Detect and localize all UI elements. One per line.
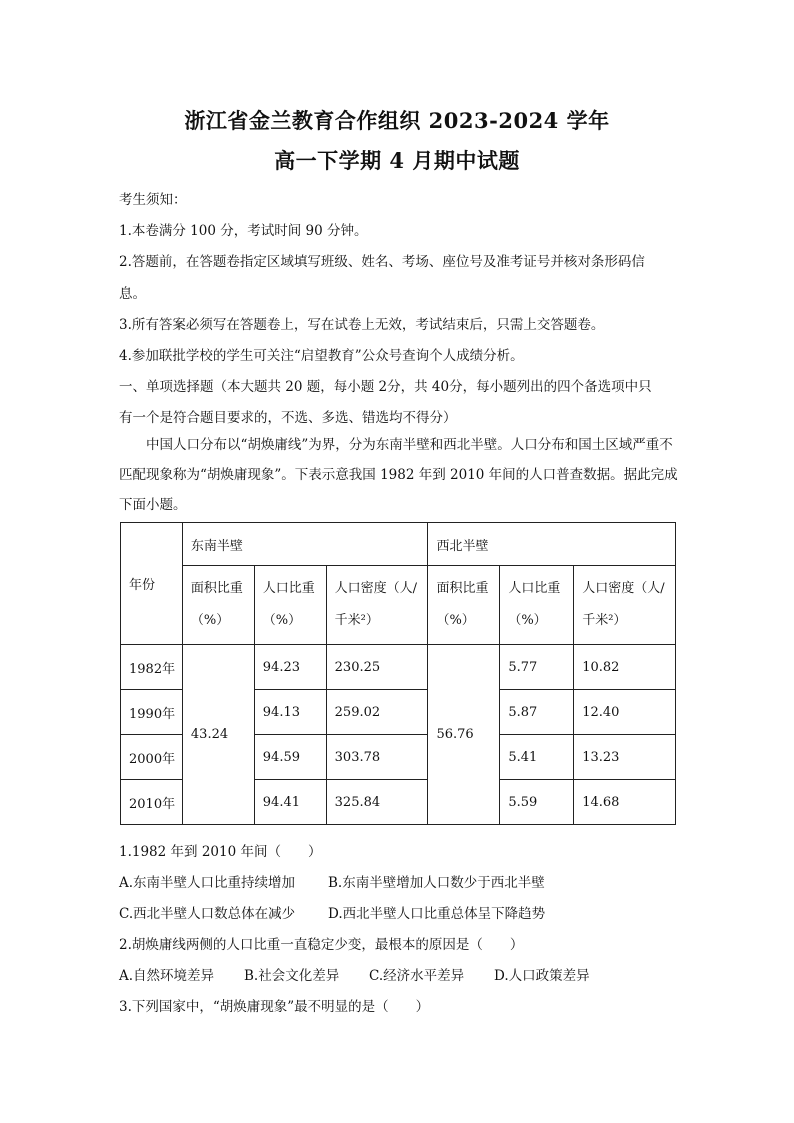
notice-item-4: 4.参加联批学校的学生可关注“启望教育”公众号查询个人成绩分析。: [119, 348, 524, 364]
se-area-header: 面积比重（%）: [182, 566, 254, 645]
se-area-cell: 43.24: [182, 645, 254, 825]
section-heading: 一、单项选择题（本大题共 20 题，每小题 2分，共 40分，每小题列出的四个备选项中只: [119, 379, 652, 395]
question-2-option-d: D.人口政策差异: [494, 968, 590, 984]
nw-density-cell: 14.68: [574, 780, 676, 825]
se-pop-cell: 94.59: [254, 735, 326, 780]
year-cell: 2010年: [121, 780, 183, 825]
nw-pop-cell: 5.87: [500, 690, 574, 735]
exam-title: 浙江省金兰教育合作组织 2023-2024 学年: [184, 108, 610, 133]
se-density-cell: 325.84: [326, 780, 428, 825]
nw-density-cell: 12.40: [574, 690, 676, 735]
question-3-stem: 3.下列国家中，“胡焕庸现象”最不明显的是（ ）: [119, 999, 430, 1015]
notice-item-2: 2.答题前，在答题卷指定区域填写班级、姓名、考场、座位号及准考证号并核对条形码信: [119, 254, 645, 270]
notice-item-2-cont: 息。: [119, 286, 146, 302]
se-pop-cell: 94.41: [254, 780, 326, 825]
nw-pop-cell: 5.77: [500, 645, 574, 690]
question-1-option-c: C.西北半壁人口数总体在减少: [119, 906, 296, 922]
question-2-option-a: A.自然环境差异: [119, 968, 215, 984]
nw-pop-header: 人口比重（%）: [500, 566, 574, 645]
nw-density-cell: 13.23: [574, 735, 676, 780]
nw-density-cell: 10.82: [574, 645, 676, 690]
nw-area-cell: 56.76: [428, 645, 500, 825]
question-2-stem: 2.胡焕庸线两侧的人口比重一直稳定少变，最根本的原因是（ ）: [119, 937, 524, 953]
notice-item-3: 3.所有答案必须写在答题卷上，写在试卷上无效，考试结束后，只需上交答题卷。: [119, 317, 605, 333]
census-table: [120, 522, 676, 825]
se-density-cell: 230.25: [326, 645, 428, 690]
nw-pop-cell: 5.41: [500, 735, 574, 780]
question-2-option-c: C.经济水平差异: [369, 968, 465, 984]
question-1-stem: 1.1982 年到 2010 年间（ ）: [119, 844, 322, 860]
nw-pop-cell: 5.59: [500, 780, 574, 825]
se-pop-cell: 94.23: [254, 645, 326, 690]
se-density-header: 人口密度（人/千米²）: [326, 566, 428, 645]
passage: 中国人口分布以“胡焕庸线”为界，分为东南半壁和西北半壁。人口分布和国土区域严重不匹配现象称为“胡焕庸现象”。下表示意我国 1982 年到 2010 年间的人口普查数据。据此完成下面小题。: [119, 437, 678, 513]
section-heading-cont: 有一个是符合题目要求的，不选、多选、错选均不得分）: [119, 410, 457, 426]
exam-subtitle: 高一下学期 4 月期中试题: [274, 148, 520, 173]
question-2-option-b: B.社会文化差异: [244, 968, 340, 984]
notice-item-1: 1.本卷满分 100 分，考试时间 90 分钟。: [119, 223, 368, 239]
se-density-cell: 259.02: [326, 690, 428, 735]
se-density-cell: 303.78: [326, 735, 428, 780]
se-pop-cell: 94.13: [254, 690, 326, 735]
question-1-option-a: A.东南半壁人口比重持续增加: [119, 875, 296, 891]
year-cell: 1982年: [121, 645, 183, 690]
year-header: 年份: [121, 523, 183, 645]
notice-heading: 考生须知：: [119, 192, 187, 208]
se-pop-header: 人口比重（%）: [254, 566, 326, 645]
northwest-header: 西北半壁: [428, 523, 676, 566]
table-row: [121, 645, 676, 690]
year-cell: 2000年: [121, 735, 183, 780]
year-cell: 1990年: [121, 690, 183, 735]
nw-density-header: 人口密度（人/千米²）: [574, 566, 676, 645]
question-1-option-d: D.西北半壁人口比重总体呈下降趋势: [328, 906, 546, 922]
question-1-option-b: B.东南半壁增加人口数少于西北半壁: [328, 875, 545, 891]
southeast-header: 东南半壁: [182, 523, 428, 566]
nw-area-header: 面积比重（%）: [428, 566, 500, 645]
